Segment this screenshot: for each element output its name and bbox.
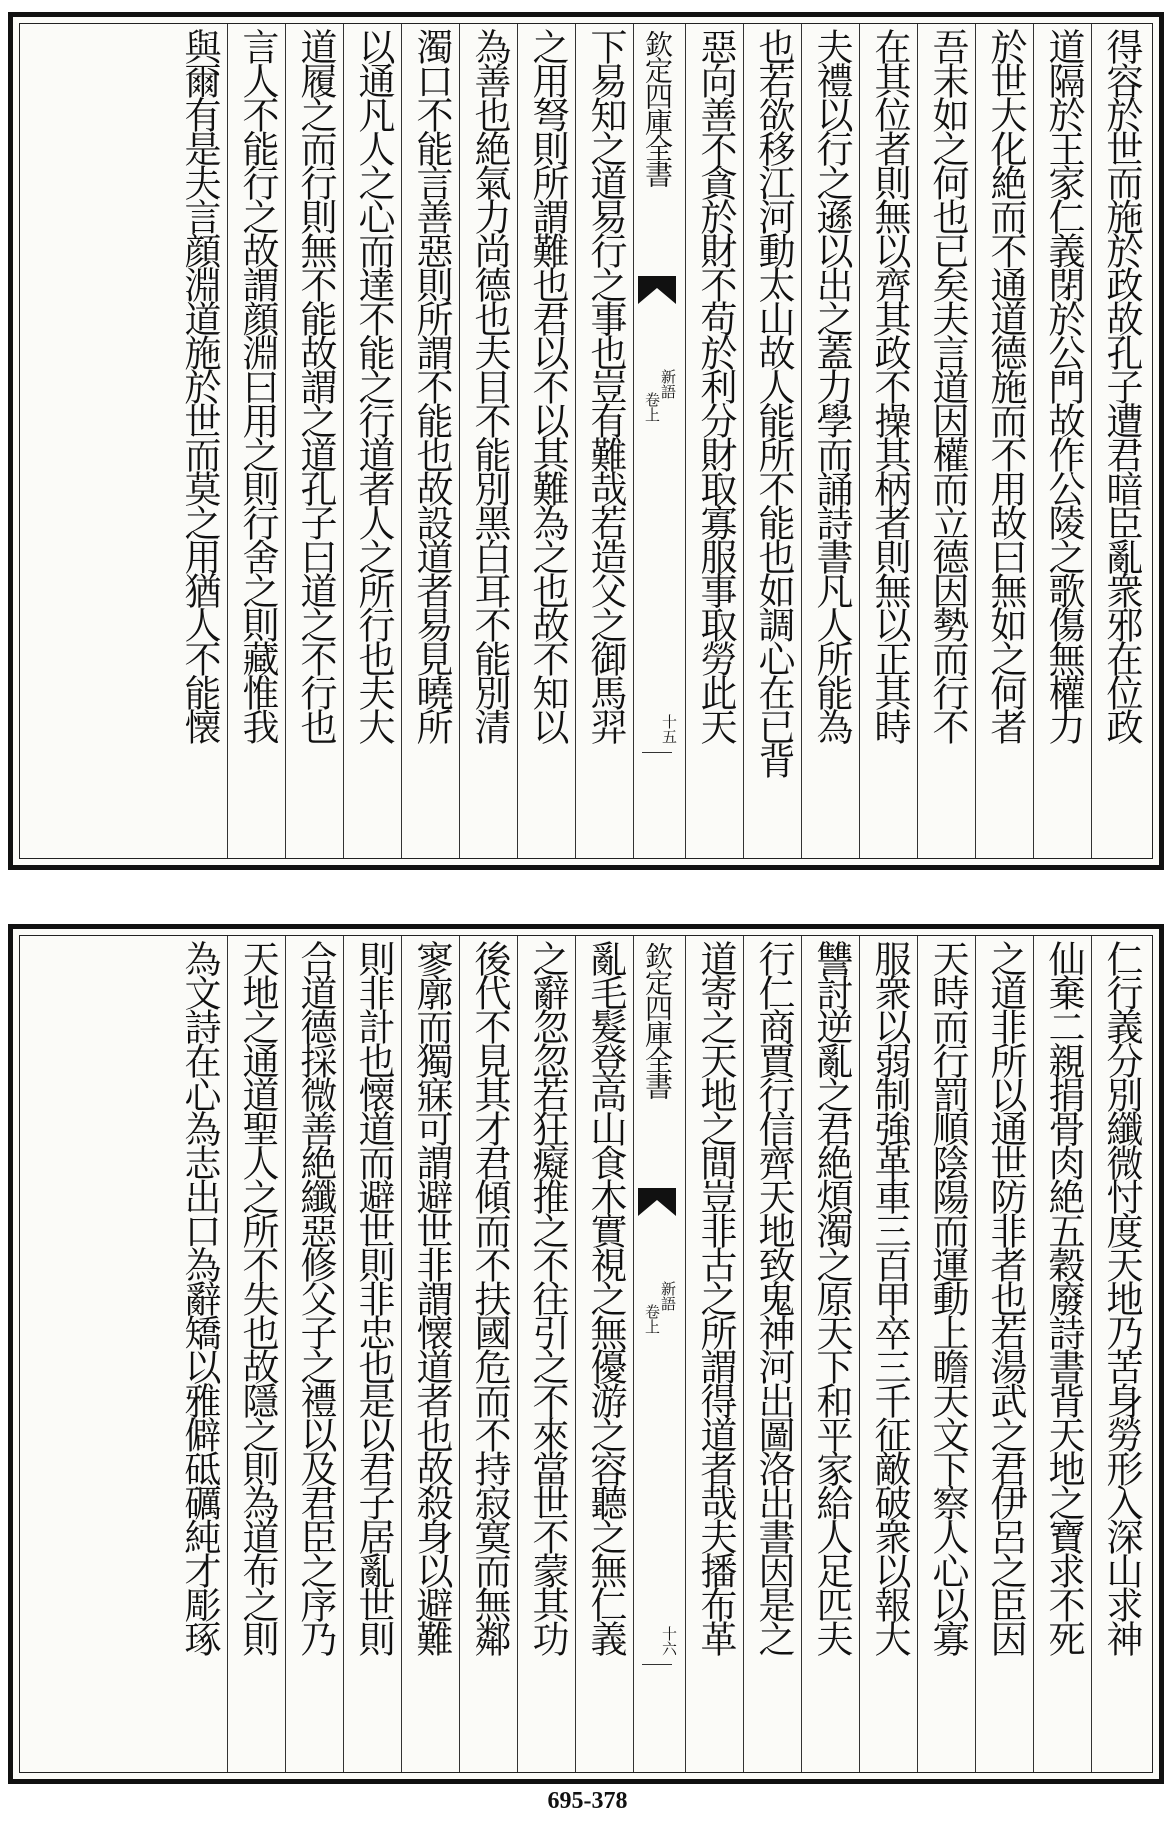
text-column: 夫禮以行之遜以出之蓋力學而誦詩書凡人所能為 bbox=[810, 28, 853, 742]
text-column: 道隔於王家仁義閉於公門故作公陵之歌傷無權力 bbox=[1042, 28, 1085, 742]
volume-label: 卷上 bbox=[643, 392, 661, 422]
book-subtitle: 新語 bbox=[659, 369, 677, 399]
text-column: 天地之通道聖人之所不失也故隱之則為道布之則 bbox=[236, 940, 279, 1654]
page-lower bbox=[8, 924, 1164, 1784]
book-title: 欽定四庫全書 bbox=[641, 30, 674, 186]
text-column: 惡向善不貪於財不苟於利分財取寡服事取勞此天 bbox=[694, 28, 737, 742]
text-column: 行仁商賈行信齊天地致鬼神河出圖洛出書因是之 bbox=[752, 940, 795, 1654]
text-column: 讐討逆亂之君絶煩濁之原天下和平家給人足匹夫 bbox=[810, 940, 853, 1654]
text-column: 服衆以弱制強革車三百甲卒三千征敵破衆以報大 bbox=[868, 940, 911, 1654]
text-column: 仁行義分別纖微忖度天地乃苦身勞形入深山求神 bbox=[1100, 940, 1143, 1654]
book-subtitle: 新語 bbox=[659, 1281, 677, 1311]
text-column: 於世大化絶而不通道德施而不用故曰無如之何者 bbox=[984, 28, 1027, 742]
text-column: 之道非所以通世防非者也若湯武之君伊呂之臣因 bbox=[984, 940, 1027, 1654]
text-column: 後代不見其才君傾而不扶國危而不持寂寞而無鄰 bbox=[468, 940, 511, 1654]
text-column: 為文詩在心為志出口為辭矯以雅僻砥礪純才彫琢 bbox=[178, 940, 221, 1654]
text-column: 為善也絶氣力尚德也夫目不能別黑白耳不能別清 bbox=[468, 28, 511, 742]
center-fold bbox=[634, 936, 680, 1772]
volume-label: 卷上 bbox=[643, 1304, 661, 1334]
text-column: 道寄之天地之間豈非古之所謂得道者哉夫播布革 bbox=[694, 940, 737, 1654]
text-column: 下易知之道易行之事也豈有難哉若造父之御馬羿 bbox=[584, 28, 627, 742]
text-column: 濁口不能言善惡則所謂不能也故設道者易見曉所 bbox=[410, 28, 453, 742]
text-frame bbox=[19, 23, 1153, 859]
text-column: 寥廓而獨寐可謂避世非謂懐道者也故殺身以避難 bbox=[410, 940, 453, 1654]
text-column: 得容於世而施於政故孔子遭君暗臣亂衆邪在位政 bbox=[1100, 28, 1143, 742]
text-column: 則非計也懐道而避世則非忠也是以君子居亂世則 bbox=[352, 940, 395, 1654]
text-column: 在其位者則無以齊其政不操其柄者則無以正其時 bbox=[868, 28, 911, 742]
page-upper bbox=[8, 12, 1164, 870]
text-column: 天時而行罰順陰陽而運動上瞻天文下察人心以寡 bbox=[926, 940, 969, 1654]
text-column: 道履之而行則無不能故謂之道孔子曰道之不行也 bbox=[294, 28, 337, 742]
text-column: 吾末如之何也已矣夫言道因權而立德因勢而行不 bbox=[926, 28, 969, 742]
leaf-number: 十六 bbox=[660, 1626, 678, 1656]
text-frame bbox=[19, 935, 1153, 1773]
leaf-number: 十五 bbox=[660, 714, 678, 744]
text-column: 仙棄二親捐骨肉絶五穀廢詩書背天地之寶求不死 bbox=[1042, 940, 1085, 1654]
page-footer-number: 695-378 bbox=[547, 1788, 628, 1814]
text-column: 與爾有是夫言顔淵道施於世而莫之用猶人不能懐 bbox=[178, 28, 221, 742]
fish-tail-mark-icon bbox=[638, 1188, 676, 1216]
fish-tail-mark-icon bbox=[638, 276, 676, 304]
text-column: 亂毛髮登高山食木實視之無優游之容聽之無仁義 bbox=[584, 940, 627, 1654]
center-fold bbox=[634, 24, 680, 858]
text-column: 也若欲移江河動太山故人能所不能也如調心在已背 bbox=[752, 28, 795, 776]
text-column: 以通凡人之心而達不能之行道者人之所行也夫大 bbox=[352, 28, 395, 742]
book-title: 欽定四庫全書 bbox=[641, 942, 674, 1098]
text-column: 言人不能行之故謂顔淵曰用之則行舍之則藏惟我 bbox=[236, 28, 279, 742]
text-column: 之用弩則所謂難也君以不以其難為之也故不知以 bbox=[526, 28, 569, 742]
text-column: 之辭忽忽若狂癡推之不往引之不來當世不蒙其功 bbox=[526, 940, 569, 1654]
text-column: 合道德採微善絶纖惡修父子之禮以及君臣之序乃 bbox=[294, 940, 337, 1654]
